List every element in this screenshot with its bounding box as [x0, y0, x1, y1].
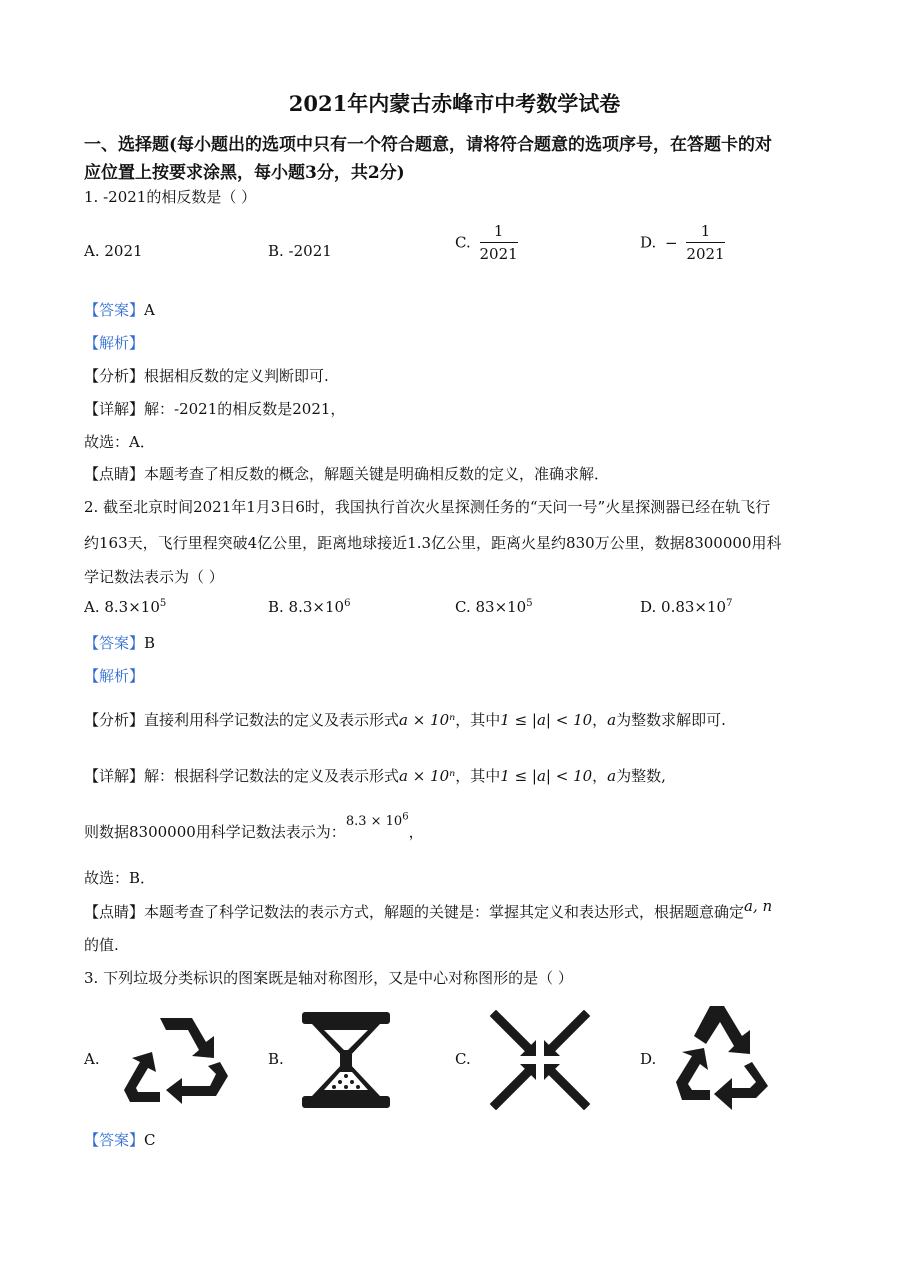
dianjing-text: 本题考查了相反数的概念，解题关键是明确相反数的定义，准确求解．: [144, 465, 610, 483]
option-base: B. 8.3×10: [268, 598, 345, 616]
q3-option-d-label: D.: [640, 1050, 657, 1068]
q1-option-c-den: 2021: [479, 245, 518, 263]
q1-option-d-fraction: [686, 222, 724, 263]
q1-option-c-fraction: [480, 222, 518, 263]
fenxi-text-a: 直接利用科学记数法的定义及表示形式: [144, 711, 400, 729]
ze-formula: [345, 811, 409, 829]
answer-value: B: [144, 634, 156, 652]
q1-option-d-sign: −: [665, 233, 678, 252]
q1-guxuan: 故选：A．: [84, 433, 155, 451]
fenxi-var: a: [607, 711, 617, 729]
xiangjie-formula: a × 10ⁿ: [399, 767, 456, 785]
answer-value: A: [144, 301, 155, 319]
section-heading-line2: 应位置上按要求涂黑，每小题3分，共2分): [84, 163, 405, 183]
recycle-triangle-icon: [120, 1010, 232, 1110]
answer-tag: 【答案】: [84, 1131, 145, 1149]
xiangjie-text-a: 解：根据科学记数法的定义及表示形式: [144, 767, 400, 785]
q3-option-b-label: B.: [268, 1050, 284, 1068]
q1-option-c: [455, 222, 518, 263]
xiangjie-text-b: ，其中: [455, 767, 501, 785]
q1-option-d: [640, 222, 725, 263]
hourglass-icon: [300, 1010, 392, 1110]
q1-xiangjie: [84, 398, 345, 419]
answer-tag: 【答案】: [84, 634, 145, 652]
q3-option-c-label: C.: [455, 1050, 471, 1068]
q2-xiangjie: [84, 765, 666, 786]
q2-option-c: [455, 598, 533, 616]
q1-option-d-num: 1: [686, 222, 724, 243]
q1-option-c-num: 1: [480, 222, 518, 243]
q2-stem-line1: 2. 截至北京时间2021年1月3日6时，我国执行首次火星探测任务的“天问一号”火星探测器已经在轨飞行: [84, 498, 771, 516]
recycle-arrows-icon: [670, 1002, 772, 1112]
q3-stem: 3. 下列垃圾分类标识的图案既是轴对称图形，又是中心对称图形的是（ ）: [84, 969, 573, 987]
fenxi-formula: a × 10ⁿ: [399, 711, 456, 729]
option-base: C. 83×10: [455, 598, 527, 616]
fenxi-range: 1 ≤ |a| < 10: [500, 711, 593, 729]
xiangjie-var: a: [607, 767, 617, 785]
q1-answer: [84, 299, 155, 320]
fenxi-text-b: ，其中: [455, 711, 501, 729]
q2-analysis-tag: 【解析】: [84, 667, 145, 685]
q1-stem: 1. -2021的相反数是（ ）: [84, 188, 257, 206]
q1-option-b: B. -2021: [268, 242, 332, 260]
option-exp: 5: [159, 598, 167, 609]
dianjing-tag: 【点睛】: [84, 903, 145, 921]
q1-dianjing: [84, 463, 609, 484]
q3-answer: [84, 1129, 156, 1150]
q2-option-d: [640, 598, 732, 616]
q2-guxuan: 故选：B．: [84, 869, 156, 887]
q2-dianjing: [84, 897, 773, 922]
fenxi-tag: 【分析】: [84, 367, 145, 385]
q2-option-b: [268, 598, 350, 616]
q2-dianjing-end: 的值.: [84, 936, 119, 954]
q2-fenxi: [84, 709, 726, 730]
q2-answer: [84, 632, 155, 653]
ze-text: 则数据8300000用科学记数法表示为：: [84, 823, 346, 841]
q2-stem-line3: 学记数法表示为（ ）: [84, 568, 224, 586]
answer-value: C: [144, 1131, 156, 1149]
option-exp: 5: [526, 598, 533, 609]
option-base: D. 0.83×10: [640, 598, 727, 616]
q2-ze: [84, 811, 424, 842]
page-title: 2021年内蒙古赤峰市中考数学试卷: [288, 91, 621, 116]
xiangjie-range: 1 ≤ |a| < 10: [500, 767, 593, 785]
option-base: A. 8.3×10: [84, 598, 160, 616]
q3-option-a-label: A.: [84, 1050, 100, 1068]
q1-fenxi: [84, 365, 329, 386]
fenxi-tag: 【分析】: [84, 711, 145, 729]
q2-stem-line2: 约163天，飞行里程突破4亿公里，距离地球接近1.3亿公里，距离火星约830万公里，数据8300000用科: [84, 534, 782, 552]
xiangjie-text-c: ，: [592, 767, 608, 785]
q1-option-c-label: C.: [455, 233, 471, 252]
q1-analysis-tag: 【解析】: [84, 334, 145, 352]
xiangjie-tag: 【详解】: [84, 400, 145, 418]
option-exp: 7: [726, 598, 733, 609]
section-heading-line1: 一、选择题(每小题出的选项中只有一个符合题意，请将符合题意的选项序号，在答题卡的对: [84, 135, 773, 155]
q1-option-a: A. 2021: [84, 242, 143, 260]
fenxi-text-d: 为整数求解即可.: [616, 711, 726, 729]
fenxi-text: 根据相反数的定义判断即可.: [144, 367, 329, 385]
dianjing-vars: a, n: [744, 897, 773, 915]
ze-formula-base: 8.3 × 10: [345, 814, 403, 829]
xiangjie-text: 解：-2021的相反数是2021，: [144, 400, 346, 418]
ze-formula-exp: 6: [402, 811, 409, 823]
fenxi-text-c: ，: [592, 711, 608, 729]
ze-end: ，: [408, 823, 424, 841]
option-exp: 6: [344, 598, 351, 609]
answer-tag: 【答案】: [84, 301, 145, 319]
dianjing-tag: 【点睛】: [84, 465, 145, 483]
dianjing-text: 本题考查了科学记数法的表示方式，解题的关键是：掌握其定义和表达形式，根据题意确定: [144, 903, 745, 921]
xiangjie-text-d: 为整数,: [616, 767, 666, 785]
converging-arrows-icon: [490, 1010, 590, 1110]
q1-option-d-den: 2021: [686, 245, 725, 263]
q1-option-d-label: D.: [640, 233, 657, 252]
xiangjie-tag: 【详解】: [84, 767, 145, 785]
q2-option-a: [84, 598, 166, 616]
